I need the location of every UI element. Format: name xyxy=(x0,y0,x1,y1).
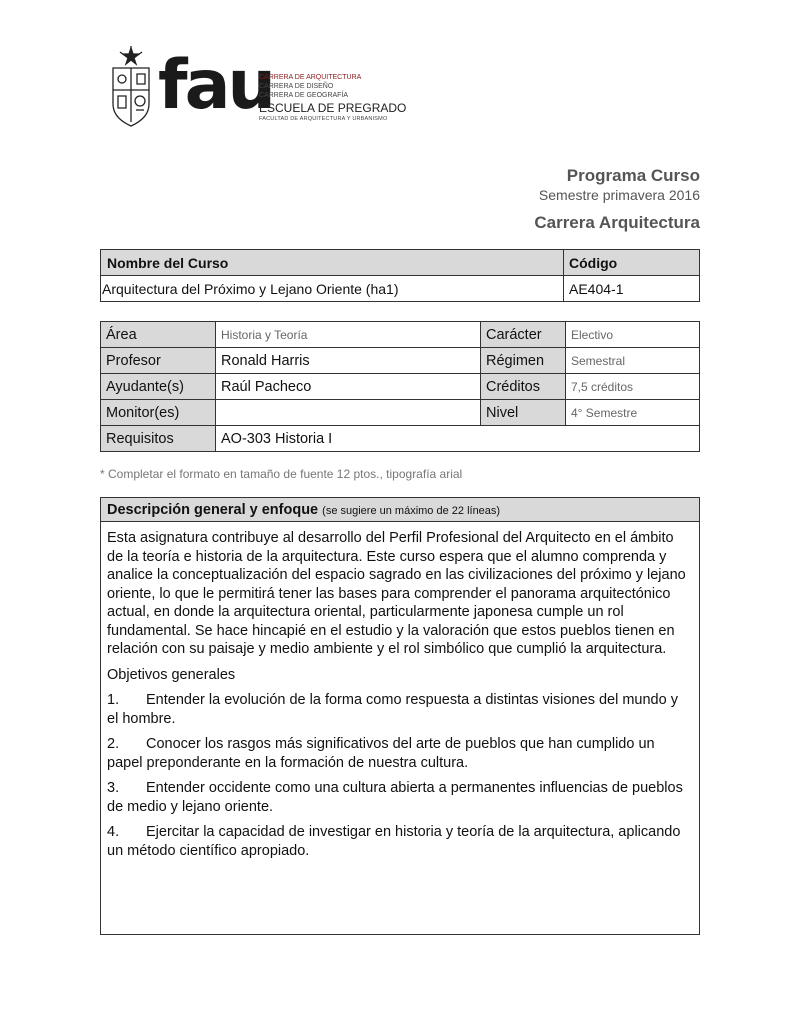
objectives-title: Objetivos generales xyxy=(107,666,236,683)
objective-number: 2. xyxy=(107,736,120,752)
career-design: CARRERA DE DISEÑO xyxy=(259,83,334,90)
program-title: Programa Curso xyxy=(566,166,700,185)
description-paragraph: Esta asignatura contribuye al desarrollo del Perfil Profesional del Arquitecto en el ámbito de la teoría e historia de la arquitectura. Este curso espera que el alumno comprenda y analice la conceptualización del espacio sagrado en las civilizaciones del próximo y lejano oriente, lo que le permitirá tener las bases para comprender el panorama arquitectónico actual, en donde la arquitectura oriental, particularmente japonesa cumple un rol fundamental. Se hace hincapié en el estudio y la valoración que estos pueblos tienen en relación con su paisaje y medio ambiente y el rol simbólico que cumplió la arquitectura. xyxy=(107,530,686,657)
objective-item xyxy=(107,735,693,772)
requisitos-value: AO-303 Historia I xyxy=(216,426,700,452)
nivel-label: Nivel xyxy=(481,400,566,426)
semester-label: Semestre primavera 2016 xyxy=(538,187,700,203)
course-table xyxy=(100,249,700,302)
objective-text: Conocer los rasgos más significativos del arte de pueblos que han cumplido un papel preponderante en la formación de nuestra cultura. xyxy=(107,736,655,771)
table-row xyxy=(101,400,700,426)
career-geography: CARRERA DE GEOGRAFÍA xyxy=(259,92,349,99)
objective-item xyxy=(107,691,693,728)
course-name: Arquitectura del Próximo y Lejano Oriente (ha1) xyxy=(101,276,564,302)
format-note: * Completar el formato en tamaño de fuente 12 ptos., tipografía arial xyxy=(100,467,463,481)
regimen-label: Régimen xyxy=(481,348,566,374)
objective-text: Entender la evolución de la forma como respuesta a distintas visiones del mundo y el hombre. xyxy=(107,692,678,727)
description-title: Descripción general y enfoque xyxy=(107,502,319,518)
course-table-header xyxy=(101,250,700,276)
area-label: Área xyxy=(101,322,216,348)
course-code-header: Código xyxy=(564,250,700,276)
course-table-row xyxy=(101,276,700,302)
objective-item xyxy=(107,779,693,816)
description-body xyxy=(101,522,699,860)
university-shield-icon xyxy=(110,46,152,128)
objective-number: 3. xyxy=(107,780,120,796)
creditos-value: 7,5 créditos xyxy=(566,374,700,400)
caracter-label: Carácter xyxy=(481,322,566,348)
school-name: ESCUELA DE PREGRADO xyxy=(259,101,407,115)
description-header xyxy=(101,498,699,522)
career-architecture: CARRERA DE ARQUITECTURA xyxy=(259,74,362,81)
course-name-header: Nombre del Curso xyxy=(101,250,564,276)
fau-logo xyxy=(110,46,407,130)
table-row xyxy=(101,322,700,348)
caracter-value: Electivo xyxy=(566,322,700,348)
monitor-label: Monitor(es) xyxy=(101,400,216,426)
ayudante-label: Ayudante(s) xyxy=(101,374,216,400)
requisitos-label: Requisitos xyxy=(101,426,216,452)
table-row xyxy=(101,374,700,400)
description-section xyxy=(100,497,700,935)
table-row xyxy=(101,426,700,452)
table-row xyxy=(101,348,700,374)
objective-item xyxy=(107,823,693,860)
monitor-value xyxy=(216,400,481,426)
objective-text: Ejercitar la capacidad de investigar en historia y teoría de la arquitectura, aplicando un método científico apropiado. xyxy=(107,824,681,859)
career-lines xyxy=(259,73,406,124)
course-info-table xyxy=(100,321,700,452)
objective-text: Entender occidente como una cultura abierta a permanentes influencias de pueblos de medio y lejano oriente. xyxy=(107,780,683,815)
career-title: Carrera Arquitectura xyxy=(534,213,700,232)
faculty-name: FACULTAD DE ARQUITECTURA Y URBANISMO xyxy=(259,116,388,122)
objective-number: 4. xyxy=(107,824,120,840)
profesor-label: Profesor xyxy=(101,348,216,374)
ayudante-value: Raúl Pacheco xyxy=(216,374,481,400)
nivel-value: 4° Semestre xyxy=(566,400,700,426)
description-hint: (se sugiere un máximo de 22 líneas) xyxy=(322,505,501,517)
title-block xyxy=(534,165,700,233)
profesor-value: Ronald Harris xyxy=(216,348,481,374)
creditos-label: Créditos xyxy=(481,374,566,400)
regimen-value: Semestral xyxy=(566,348,700,374)
objective-number: 1. xyxy=(107,692,120,708)
course-code: AE404-1 xyxy=(564,276,700,302)
area-value: Historia y Teoría xyxy=(216,322,481,348)
brand-name: fau xyxy=(158,46,273,125)
